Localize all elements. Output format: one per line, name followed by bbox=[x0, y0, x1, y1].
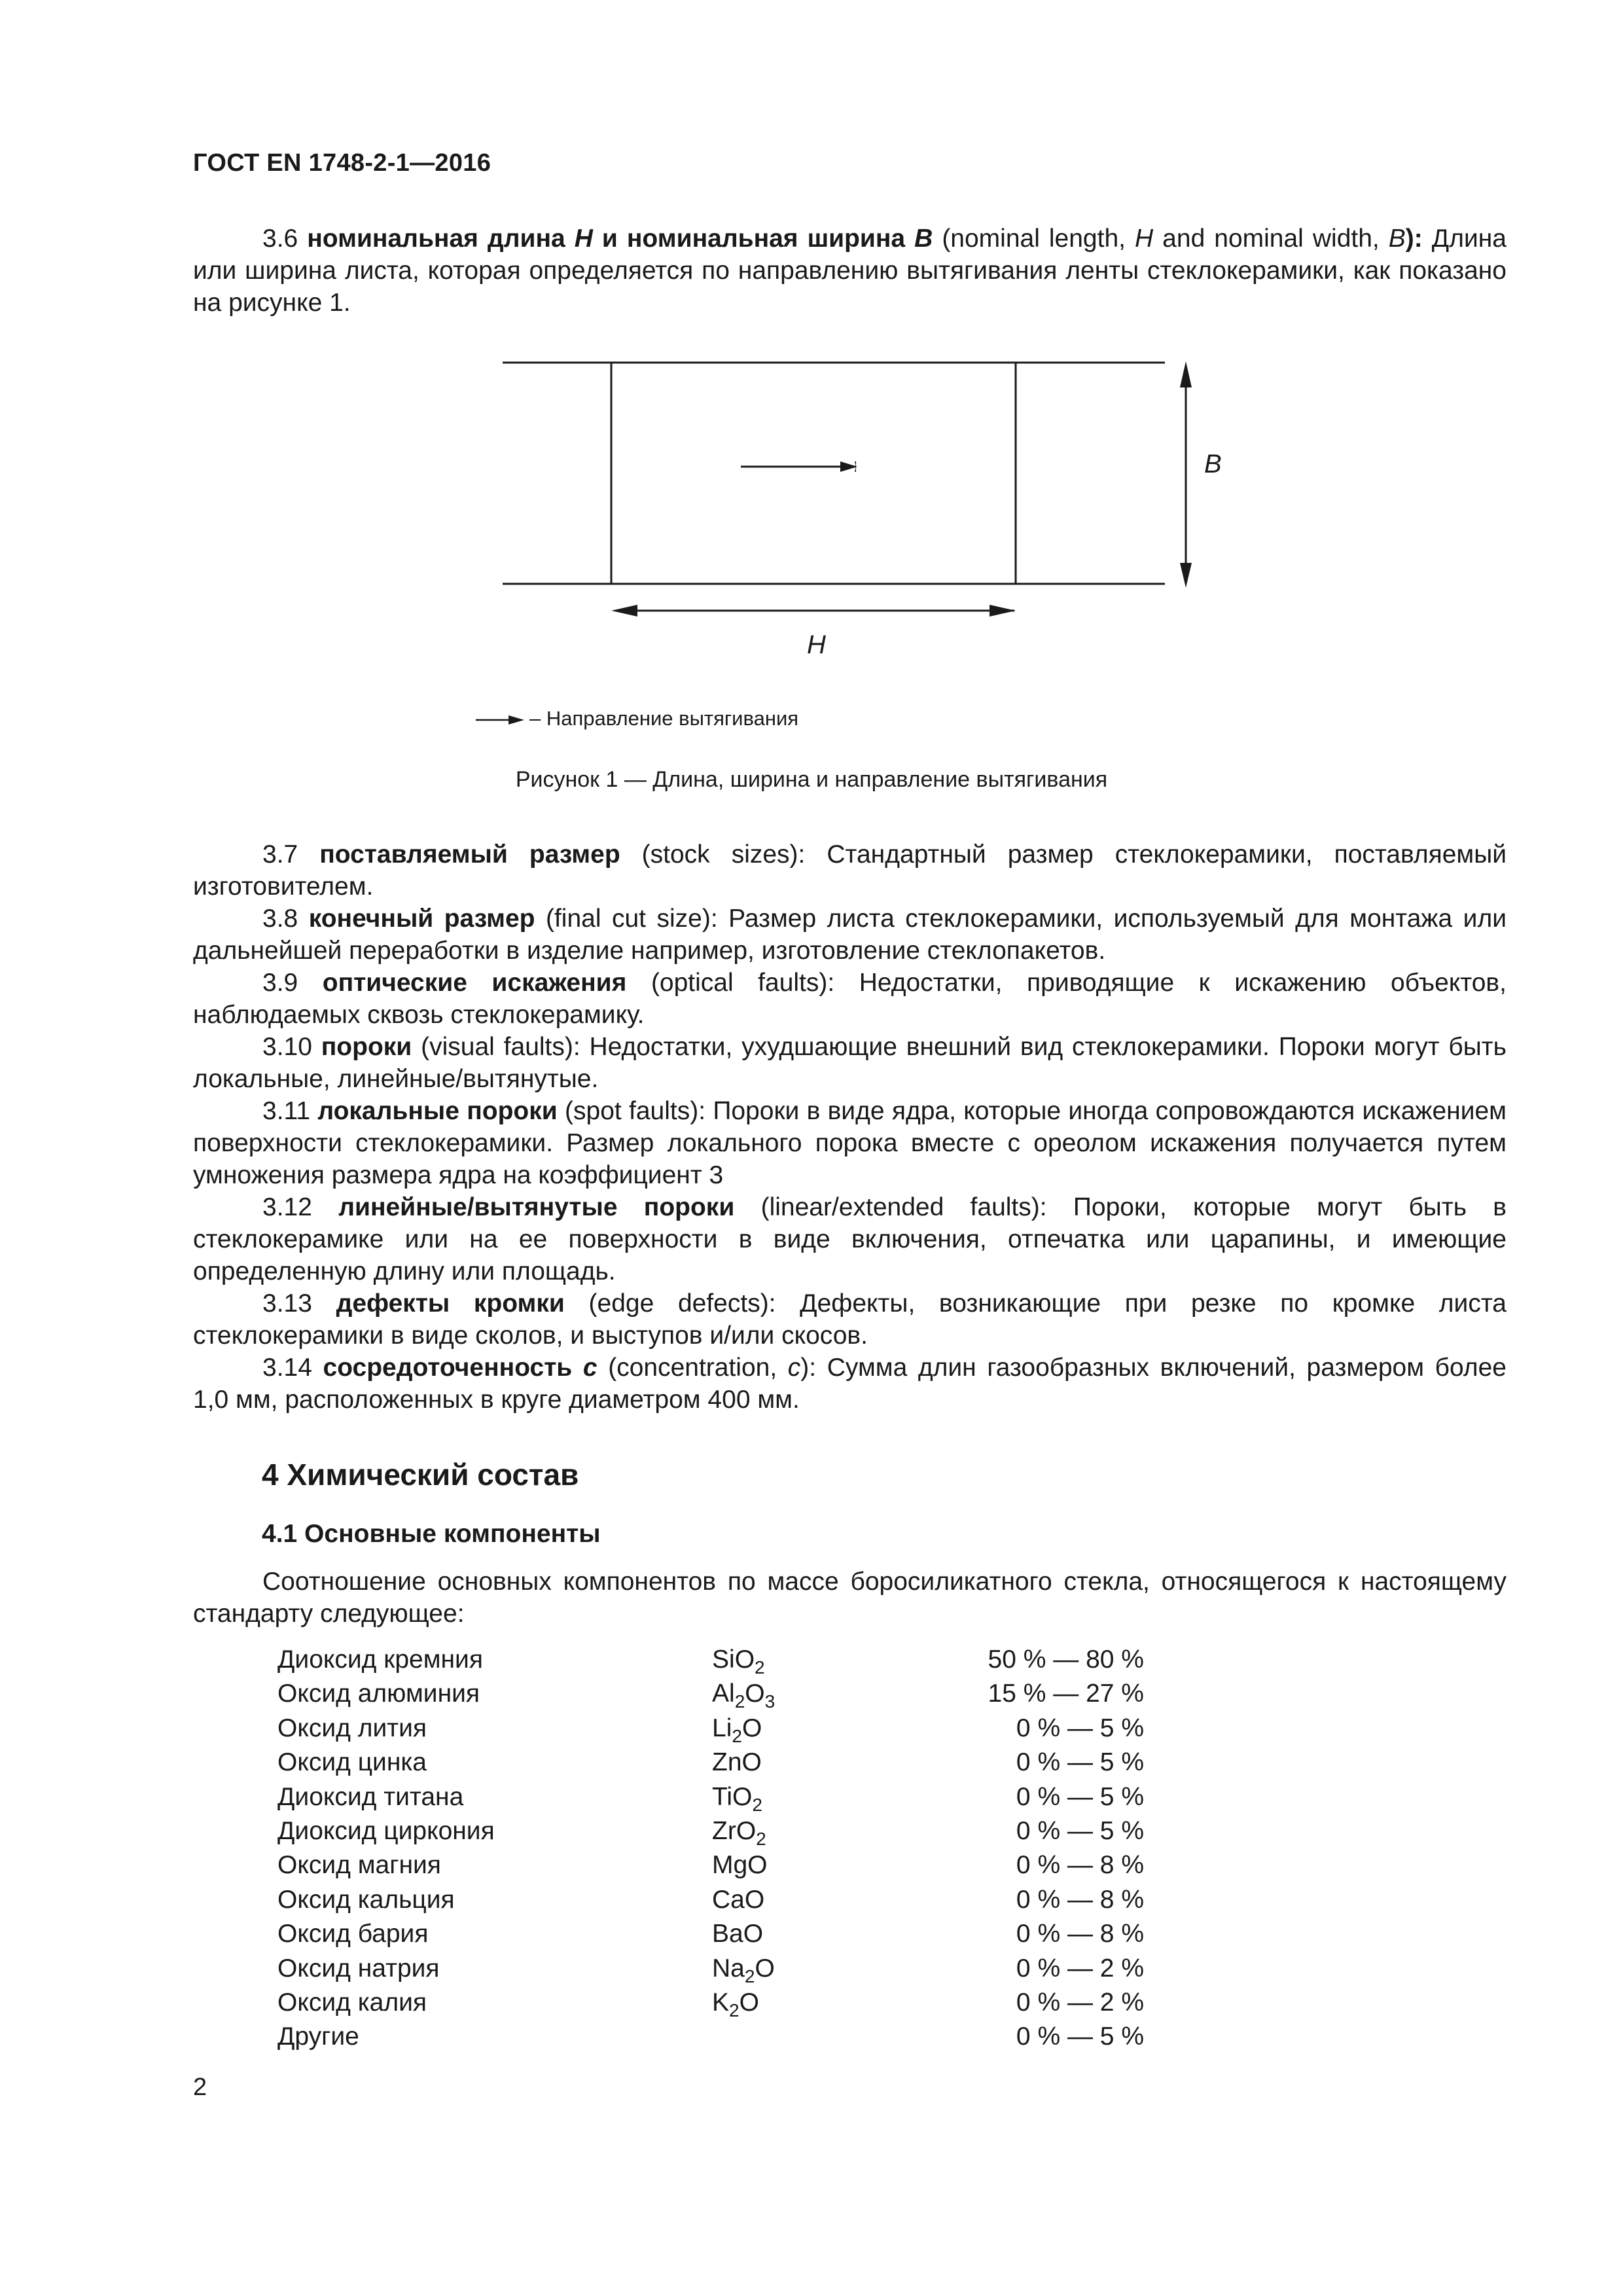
term: поставляемый размер bbox=[319, 840, 620, 869]
term: дефекты кромки bbox=[336, 1289, 565, 1318]
component-name: Диоксид циркония bbox=[277, 1816, 495, 1845]
component-formula: $Al_2O_3$ bbox=[712, 1679, 776, 1712]
component-range: 15 % — 27 % bbox=[988, 1679, 1144, 1708]
document-header: ГОСТ EN 1748-2-1—2016 bbox=[193, 149, 491, 177]
table-row bbox=[277, 1814, 1144, 1848]
component-name: Оксид алюминия bbox=[277, 1679, 480, 1708]
legend-text: – Направление вытягивания bbox=[529, 707, 799, 730]
english-term: (spot faults): bbox=[565, 1097, 706, 1125]
section-4-heading: 4 Химический состав bbox=[262, 1458, 579, 1492]
term: локальные пороки bbox=[317, 1097, 558, 1125]
english-term: (stock sizes): bbox=[641, 840, 806, 869]
definition-3-7 bbox=[193, 838, 1507, 903]
clause-number: 3.11 bbox=[262, 1097, 311, 1125]
table-row bbox=[277, 1712, 1144, 1746]
length-label: H bbox=[807, 630, 826, 659]
definition-text: Недостатки, приводящие к искажению объектов, наблюдаемых сквозь стеклокерамику. bbox=[193, 969, 1507, 1029]
figure-1-diagram bbox=[497, 353, 1230, 694]
clause-number: 3.8 bbox=[262, 905, 298, 933]
definition-text: Дефекты, возникающие при резке по кромке листа стеклокерамики в виде сколов, и выступов и/или скосов. bbox=[193, 1289, 1507, 1350]
definition-text: Размер листа стеклокерамики, используемый для монтажа или дальнейшей переработки в изделие например, изготовление стеклопакетов. bbox=[193, 905, 1507, 965]
component-formula: TiO$_2$ bbox=[712, 1782, 762, 1815]
component-name: Оксид магния bbox=[277, 1851, 441, 1880]
definition-text: Стандартный размер стеклокерамики, поставляемый изготовителем. bbox=[193, 840, 1507, 901]
figure-legend bbox=[474, 707, 798, 730]
component-formula: MgO bbox=[712, 1851, 768, 1880]
term: линейные/вытянутые пороки bbox=[338, 1193, 735, 1221]
draw-direction-arrow bbox=[741, 461, 857, 472]
component-name: Диоксид кремния bbox=[277, 1645, 483, 1674]
component-range: 0 % — 8 % bbox=[1016, 1851, 1144, 1880]
definition-text: Длина или ширина листа, которая определяется по направлению вытягивания ленты стеклокерамики, как показано на рисунке 1. bbox=[193, 224, 1507, 317]
definition-3-8 bbox=[193, 903, 1507, 967]
table-row bbox=[277, 1677, 1144, 1711]
clause-number: 3.10 bbox=[262, 1033, 312, 1061]
component-formula: SiO$_2$ bbox=[712, 1645, 765, 1677]
component-name: Оксид калия bbox=[277, 1988, 427, 2017]
component-range: 0 % — 5 % bbox=[1016, 1782, 1144, 1811]
term: сосредоточенность c bbox=[323, 1354, 597, 1382]
clause-number: 3.13 bbox=[262, 1289, 312, 1318]
definition-text: Недостатки, ухудшающие внешний вид стеклокерамики. Пороки могут быть локальные, линейные/вытянутые. bbox=[193, 1033, 1507, 1093]
definition-text: Сумма длин газообразных включений, размером более 1,0 мм, расположенных в круге диаметром 400 мм. bbox=[193, 1354, 1507, 1414]
table-row bbox=[277, 1780, 1144, 1814]
component-range: 0 % — 2 % bbox=[1016, 1954, 1144, 1982]
english-term: (concentration, c): bbox=[608, 1354, 817, 1382]
subsection-4-1-heading: 4.1 Основные компоненты bbox=[262, 1520, 601, 1548]
component-name: Оксид лития bbox=[277, 1713, 427, 1742]
component-range: 0 % — 8 % bbox=[1016, 1920, 1144, 1948]
table-row bbox=[277, 1917, 1144, 1951]
english-term: (edge defects): bbox=[588, 1289, 776, 1318]
definition-text: Пороки в виде ядра, которые иногда сопровождаются искажением поверхности стеклокерамики. Размер локального порока вместе с ореолом искажения получается путем умножения размера ядра на коэффициент 3 bbox=[193, 1097, 1507, 1189]
definition-3-10 bbox=[193, 1031, 1507, 1095]
component-formula: ZnO bbox=[712, 1748, 762, 1777]
width-label: B bbox=[1204, 450, 1222, 478]
component-name: Диоксид титана bbox=[277, 1782, 464, 1811]
english-term: (linear/extended faults): bbox=[760, 1193, 1047, 1221]
table-row bbox=[277, 1746, 1144, 1780]
component-name: Оксид цинка bbox=[277, 1748, 427, 1777]
legend-arrow-icon bbox=[474, 713, 527, 726]
component-range: 0 % — 5 % bbox=[1016, 2022, 1144, 2051]
clause-number: 3.6 bbox=[262, 224, 298, 253]
term: конечный размер bbox=[308, 905, 535, 933]
width-dimension-arrow bbox=[1180, 361, 1192, 588]
component-range: 0 % — 5 % bbox=[1016, 1748, 1144, 1777]
component-range: 0 % — 8 % bbox=[1016, 1885, 1144, 1914]
definition-3-13 bbox=[193, 1287, 1507, 1352]
definition-3-11 bbox=[193, 1095, 1507, 1191]
clause-number: 3.12 bbox=[262, 1193, 312, 1221]
term: номинальная длина H и номинальная ширина B bbox=[307, 224, 933, 253]
component-formula: $Na_2O$ bbox=[712, 1954, 775, 1986]
length-dimension-arrow bbox=[611, 605, 1016, 617]
components-table bbox=[277, 1643, 1144, 2054]
component-formula: BaO bbox=[712, 1920, 764, 1948]
page-number: 2 bbox=[193, 2073, 207, 2101]
component-range: 50 % — 80 % bbox=[988, 1645, 1144, 1674]
english-term: (optical faults): bbox=[651, 969, 835, 997]
component-formula bbox=[712, 2020, 974, 2054]
component-range: 0 % — 2 % bbox=[1016, 1988, 1144, 2017]
english-term: (visual faults): bbox=[421, 1033, 580, 1061]
component-name: Другие bbox=[277, 2022, 359, 2051]
component-range: 0 % — 5 % bbox=[1016, 1713, 1144, 1742]
component-formula: CaO bbox=[712, 1885, 765, 1914]
component-formula: $K_2O$ bbox=[712, 1988, 759, 2020]
component-name: Оксид бария bbox=[277, 1920, 429, 1948]
figure-caption: Рисунок 1 — Длина, ширина и направление вытягивания bbox=[515, 767, 1108, 792]
table-row bbox=[277, 1643, 1144, 1677]
definition-3-6 bbox=[193, 223, 1507, 319]
table-row bbox=[277, 1952, 1144, 1986]
table-row bbox=[277, 1848, 1144, 1882]
section-4-1-intro: Соотношение основных компонентов по массе боросиликатного стекла, относящегося к настоящему стандарту следующее: bbox=[193, 1568, 1507, 1628]
english-term: (nominal length, H and nominal width, B): bbox=[942, 224, 1423, 253]
component-range: 0 % — 5 % bbox=[1016, 1816, 1144, 1845]
component-formula: $Li_2O$ bbox=[712, 1713, 762, 1746]
definition-3-14 bbox=[193, 1352, 1507, 1416]
clause-number: 3.7 bbox=[262, 840, 298, 869]
component-formula: ZrO$_2$ bbox=[712, 1816, 766, 1849]
term: пороки bbox=[321, 1033, 412, 1061]
clause-number: 3.9 bbox=[262, 969, 298, 997]
table-row bbox=[277, 2020, 1144, 2054]
definition-text: Пороки, которые могут быть в стеклокерамике или на ее поверхности в виде включения, отпечатка или царапины, и имеющие определенную длину или площадь. bbox=[193, 1193, 1507, 1285]
term: оптические искажения bbox=[322, 969, 627, 997]
definition-3-9 bbox=[193, 967, 1507, 1031]
table-row bbox=[277, 1986, 1144, 2020]
table-row bbox=[277, 1883, 1144, 1917]
component-name: Оксид натрия bbox=[277, 1954, 440, 1982]
clause-number: 3.14 bbox=[262, 1354, 312, 1382]
component-name: Оксид кальция bbox=[277, 1885, 455, 1914]
definition-3-12 bbox=[193, 1191, 1507, 1287]
english-term: (final cut size): bbox=[545, 905, 718, 933]
